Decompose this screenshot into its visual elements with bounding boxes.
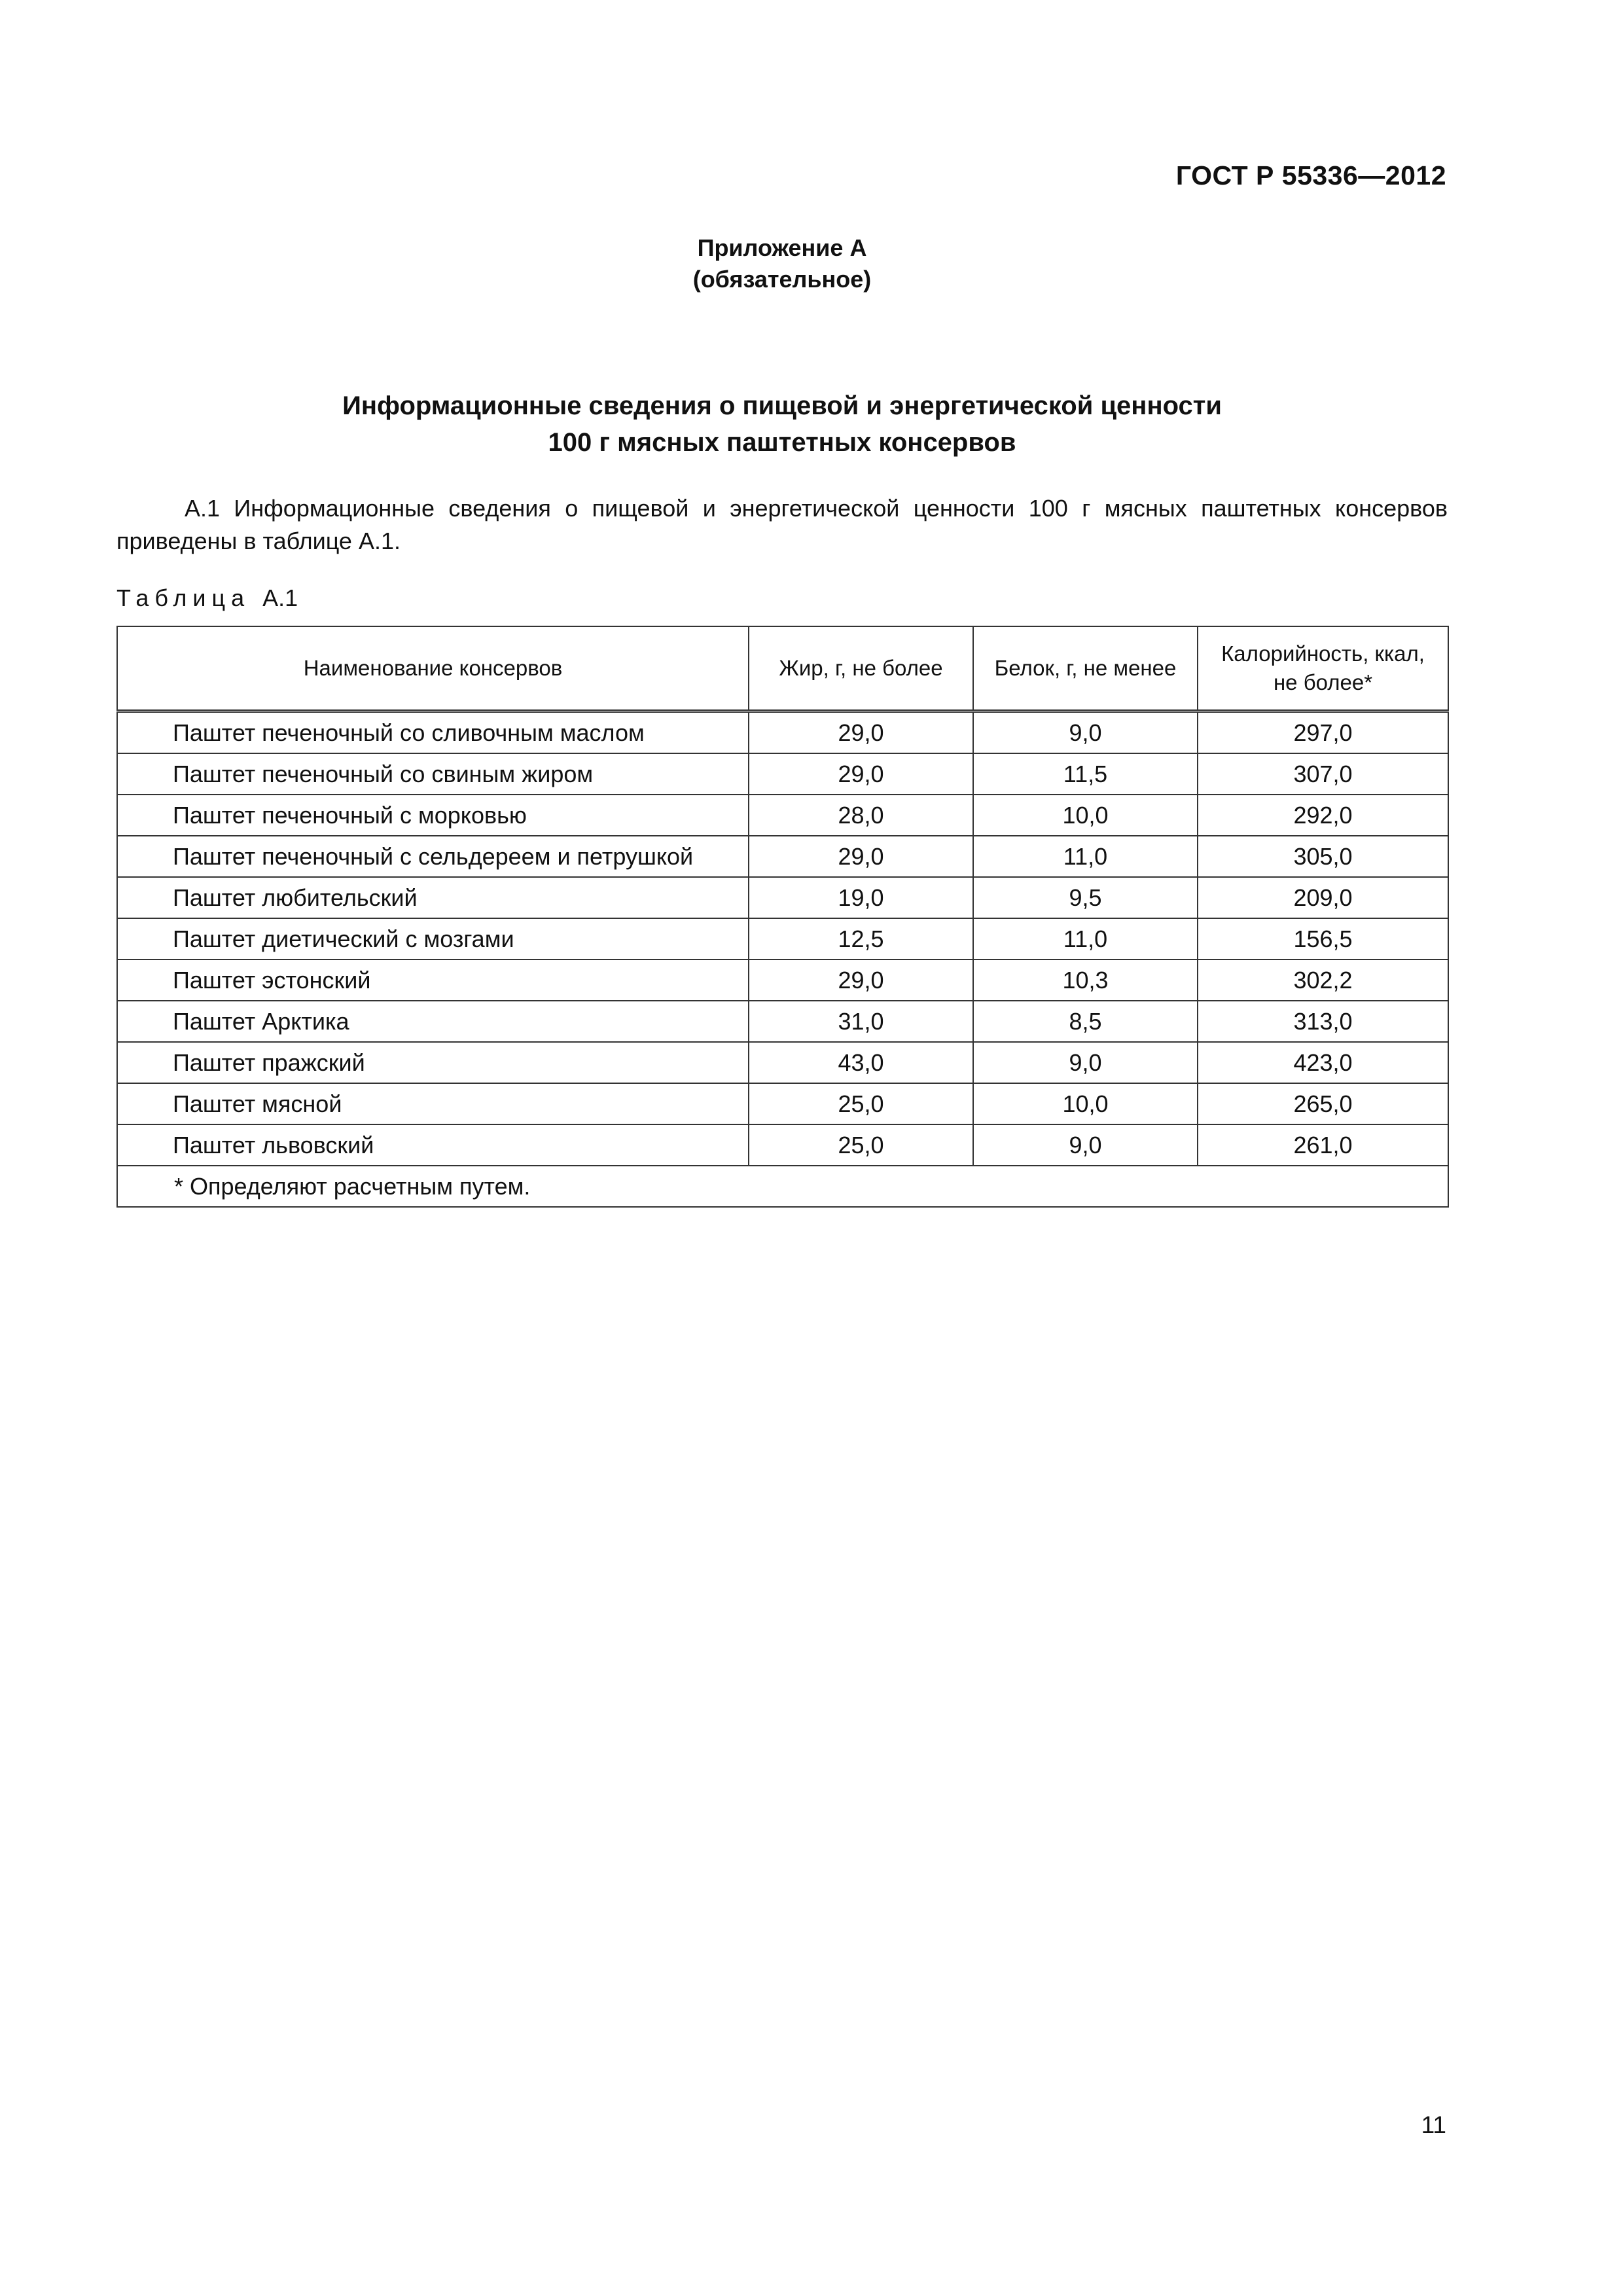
appendix-status: (обязательное): [692, 266, 872, 293]
cell-protein: 9,0: [973, 711, 1198, 754]
cell-name: Паштет печеночный со свиным жиром: [117, 753, 749, 795]
cell-fat: 25,0: [749, 1124, 973, 1166]
table-row: [117, 836, 1448, 877]
table-caption: [116, 584, 298, 612]
cell-name: Паштет Арктика: [117, 1001, 749, 1042]
cell-calories: 209,0: [1198, 877, 1448, 918]
page-number: 11: [1421, 2111, 1446, 2138]
cell-fat: 29,0: [749, 836, 973, 877]
cell-fat: 28,0: [749, 795, 973, 836]
cell-fat: 12,5: [749, 918, 973, 960]
cell-protein: 11,0: [973, 918, 1198, 960]
cell-name: Паштет печеночный с морковью: [117, 795, 749, 836]
cell-name: Паштет мясной: [117, 1083, 749, 1124]
cell-fat: 31,0: [749, 1001, 973, 1042]
header-calories-line-1: Калорийность, ккал,: [1221, 641, 1425, 666]
cell-calories: 313,0: [1198, 1001, 1448, 1042]
cell-name: Паштет львовский: [117, 1124, 749, 1166]
cell-fat: 29,0: [749, 711, 973, 754]
section-heading-line-1: Информационные сведения о пищевой и энергетической ценности: [342, 391, 1222, 420]
cell-protein: 11,0: [973, 836, 1198, 877]
table-header-row: [117, 626, 1448, 711]
cell-name: Паштет любительский: [117, 877, 749, 918]
cell-calories: 156,5: [1198, 918, 1448, 960]
cell-fat: 29,0: [749, 960, 973, 1001]
cell-protein: 8,5: [973, 1001, 1198, 1042]
header-calories: [1198, 626, 1448, 711]
cell-name: Паштет печеночный со сливочным маслом: [117, 711, 749, 754]
cell-name: Паштет диетический с мозгами: [117, 918, 749, 960]
cell-fat: 29,0: [749, 753, 973, 795]
cell-protein: 9,0: [973, 1124, 1198, 1166]
table-row: [117, 795, 1448, 836]
table-row: [117, 918, 1448, 960]
table-footnote: * Определяют расчетным путем.: [117, 1166, 1448, 1207]
cell-protein: 11,5: [973, 753, 1198, 795]
table-caption-label: Таблица: [116, 584, 251, 611]
cell-protein: 10,0: [973, 795, 1198, 836]
cell-protein: 9,0: [973, 1042, 1198, 1083]
cell-protein: 10,0: [973, 1083, 1198, 1124]
nutrition-table: [116, 626, 1449, 1208]
cell-calories: 307,0: [1198, 753, 1448, 795]
table-row: [117, 753, 1448, 795]
table-row: [117, 1083, 1448, 1124]
cell-name: Паштет эстонский: [117, 960, 749, 1001]
cell-calories: 292,0: [1198, 795, 1448, 836]
cell-calories: 261,0: [1198, 1124, 1448, 1166]
header-protein: Белок, г, не менее: [973, 626, 1198, 711]
header-fat: Жир, г, не более: [749, 626, 973, 711]
cell-name: Паштет печеночный с сельдереем и петрушкой: [117, 836, 749, 877]
table-row: [117, 711, 1448, 754]
cell-fat: 19,0: [749, 877, 973, 918]
table-row: [117, 877, 1448, 918]
cell-protein: 10,3: [973, 960, 1198, 1001]
intro-paragraph-text-1: А.1 Информационные сведения о пищевой и энергетической ценности 100 г мясных паштетных консервов: [185, 495, 1448, 522]
cell-calories: 423,0: [1198, 1042, 1448, 1083]
header-calories-line-2: не более*: [1273, 670, 1373, 694]
cell-name: Паштет пражский: [117, 1042, 749, 1083]
cell-calories: 297,0: [1198, 711, 1448, 754]
section-heading-line-2: 100 г мясных паштетных консервов: [548, 428, 1016, 457]
table-row: [117, 1042, 1448, 1083]
table-footnote-row: [117, 1166, 1448, 1207]
cell-fat: 43,0: [749, 1042, 973, 1083]
table-row: [117, 1001, 1448, 1042]
cell-protein: 9,5: [973, 877, 1198, 918]
cell-calories: 265,0: [1198, 1083, 1448, 1124]
cell-fat: 25,0: [749, 1083, 973, 1124]
table-row: [117, 960, 1448, 1001]
cell-calories: 302,2: [1198, 960, 1448, 1001]
appendix-title: Приложение А: [697, 234, 867, 261]
document-code: ГОСТ Р 55336—2012: [1175, 160, 1446, 190]
table-caption-number: А.1: [262, 584, 298, 611]
table-row: [117, 1124, 1448, 1166]
cell-calories: 305,0: [1198, 836, 1448, 877]
header-name: Наименование консервов: [117, 626, 749, 711]
intro-paragraph-line-1: [116, 492, 1448, 525]
intro-paragraph-line-2: приведены в таблице А.1.: [116, 528, 401, 554]
